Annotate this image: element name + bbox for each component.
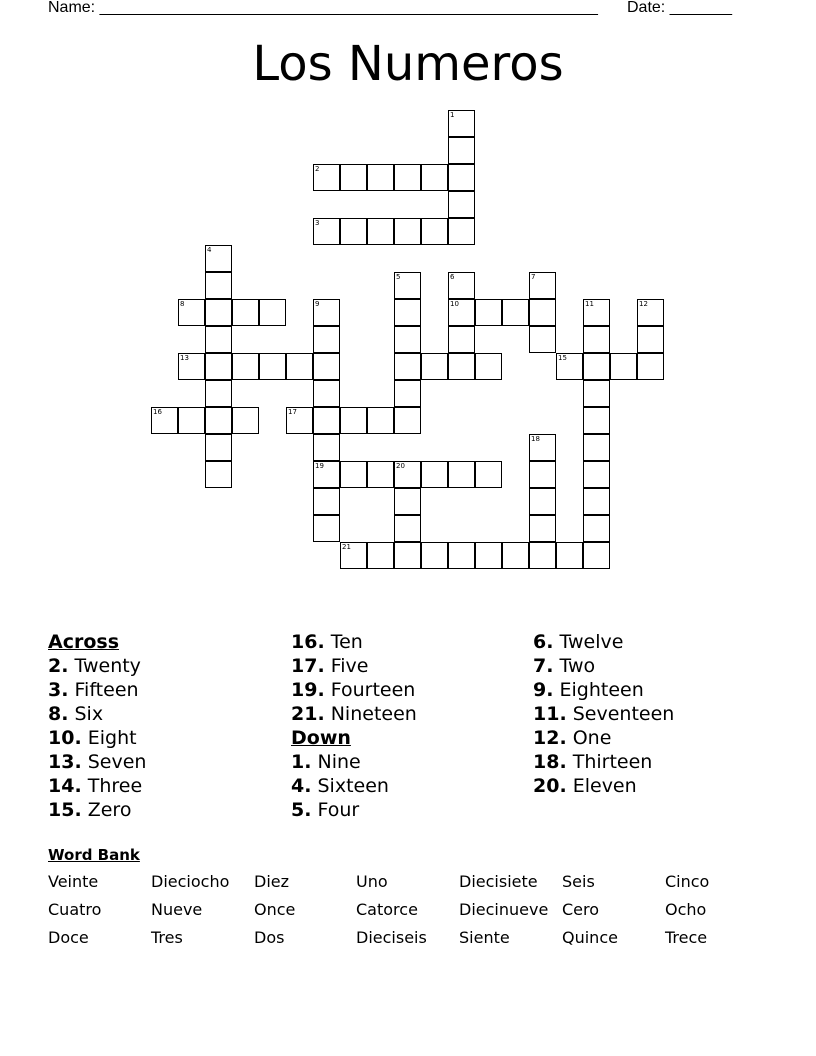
clue-item	[291, 750, 531, 774]
crossword-cell	[394, 272, 421, 299]
name-field: Name: ________________________________________________________	[48, 0, 598, 16]
clue-section-heading: Down	[291, 727, 351, 749]
clue-text: Four	[317, 799, 360, 821]
crossword-cell	[394, 407, 421, 434]
clue-item	[533, 630, 773, 654]
clue-number: 4.	[291, 775, 312, 797]
clue-section-heading: Across	[48, 631, 120, 653]
clue-text: Zero	[87, 799, 132, 821]
clue-number: 12	[639, 300, 648, 308]
clue-number: 13.	[48, 751, 82, 773]
crossword-cell	[232, 407, 259, 434]
crossword-cell	[394, 380, 421, 407]
crossword-cell	[313, 353, 340, 380]
crossword-cell	[394, 326, 421, 353]
crossword-cell	[367, 542, 394, 569]
clue-item	[48, 678, 288, 702]
crossword-cell	[475, 461, 502, 488]
crossword-cell	[448, 353, 475, 380]
crossword-cell	[529, 488, 556, 515]
crossword-cell	[556, 542, 583, 569]
word-bank-item: Seis	[562, 872, 595, 891]
crossword-cell	[502, 542, 529, 569]
date-field: Date: _______	[627, 0, 732, 16]
clue-number: 21	[342, 543, 351, 551]
clue-text: Twelve	[559, 631, 624, 653]
crossword-cell	[313, 326, 340, 353]
clue-item	[291, 702, 531, 726]
crossword-cell	[340, 542, 367, 569]
clue-number: 5.	[291, 799, 312, 821]
crossword-cell	[205, 326, 232, 353]
crossword-cell	[583, 434, 610, 461]
clue-number: 21.	[291, 703, 325, 725]
crossword-cell	[394, 461, 421, 488]
crossword-cell	[367, 164, 394, 191]
clue-text: Eight	[87, 727, 137, 749]
word-bank-item: Dieciocho	[151, 872, 230, 891]
crossword-cell	[313, 515, 340, 542]
crossword-cell	[205, 299, 232, 326]
clue-item	[291, 654, 531, 678]
clue-item	[533, 774, 773, 798]
clue-text: Fourteen	[330, 679, 416, 701]
word-bank-item: Diecisiete	[459, 872, 538, 891]
word-bank-item: Tres	[151, 928, 183, 947]
crossword-cell	[313, 488, 340, 515]
crossword-cell	[583, 461, 610, 488]
clue-number: 4	[207, 246, 212, 254]
crossword-cell	[313, 299, 340, 326]
clue-item	[291, 798, 531, 822]
clue-column-1	[48, 630, 288, 822]
clue-text: Sixteen	[317, 775, 389, 797]
clue-number: 8.	[48, 703, 69, 725]
word-bank-title: Word Bank	[48, 846, 140, 864]
crossword-cell	[583, 353, 610, 380]
crossword-cell	[286, 407, 313, 434]
clue-item	[533, 702, 773, 726]
word-bank-item: Diecinueve	[459, 900, 549, 919]
clue-text: One	[572, 727, 612, 749]
clue-number: 17.	[291, 655, 325, 677]
clue-number: 2.	[48, 655, 69, 677]
crossword-cell	[448, 164, 475, 191]
word-bank-item: Quince	[562, 928, 618, 947]
clue-number: 19	[315, 462, 324, 470]
clue-text: Seven	[87, 751, 147, 773]
clue-number: 2	[315, 165, 320, 173]
crossword-cell	[232, 299, 259, 326]
clue-number: 6	[450, 273, 455, 281]
clue-number: 16	[153, 408, 162, 416]
crossword-cell	[313, 380, 340, 407]
crossword-cell	[448, 218, 475, 245]
crossword-cell	[340, 461, 367, 488]
clue-item	[48, 702, 288, 726]
clue-number: 11	[585, 300, 594, 308]
crossword-cell	[448, 272, 475, 299]
crossword-cell	[583, 542, 610, 569]
word-bank-item: Once	[254, 900, 296, 919]
clue-item	[291, 678, 531, 702]
clue-text: Eighteen	[559, 679, 644, 701]
crossword-cell	[529, 515, 556, 542]
clue-item	[48, 798, 288, 822]
clue-item	[533, 750, 773, 774]
crossword-cell	[205, 245, 232, 272]
word-bank-item: Catorce	[356, 900, 418, 919]
word-bank-item: Siente	[459, 928, 510, 947]
clue-number: 17	[288, 408, 297, 416]
crossword-cell	[583, 488, 610, 515]
clue-number: 15	[558, 354, 567, 362]
crossword-cell	[529, 272, 556, 299]
crossword-cell	[178, 353, 205, 380]
clue-item	[48, 750, 288, 774]
crossword-cell	[394, 542, 421, 569]
crossword-cell	[205, 272, 232, 299]
crossword-cell	[448, 326, 475, 353]
crossword-cell	[178, 407, 205, 434]
clue-number: 11.	[533, 703, 567, 725]
crossword-cell	[421, 218, 448, 245]
clue-text: Eleven	[572, 775, 637, 797]
crossword-cell	[205, 461, 232, 488]
page-title: Los Numeros	[252, 36, 564, 92]
crossword-cell	[394, 218, 421, 245]
word-bank-item: Cinco	[665, 872, 710, 891]
crossword-cell	[367, 407, 394, 434]
crossword-cell	[421, 461, 448, 488]
clue-text: Nineteen	[330, 703, 417, 725]
clue-text: Five	[330, 655, 369, 677]
clue-number: 1	[450, 111, 455, 119]
crossword-cell	[529, 461, 556, 488]
clue-text: Seventeen	[572, 703, 675, 725]
clue-item	[291, 630, 531, 654]
crossword-cell	[313, 164, 340, 191]
word-bank-item: Veinte	[48, 872, 99, 891]
crossword-cell	[448, 299, 475, 326]
clue-number: 9.	[533, 679, 554, 701]
crossword-cell	[637, 353, 664, 380]
clue-text: Ten	[330, 631, 363, 653]
crossword-cell	[475, 353, 502, 380]
clue-number: 18.	[533, 751, 567, 773]
clue-column-2	[291, 630, 531, 822]
crossword-cell	[448, 137, 475, 164]
crossword-cell	[448, 191, 475, 218]
clue-item	[48, 774, 288, 798]
crossword-cell	[394, 299, 421, 326]
clue-number: 8	[180, 300, 185, 308]
word-bank-item: Ocho	[665, 900, 707, 919]
clue-number: 9	[315, 300, 320, 308]
word-bank-item: Nueve	[151, 900, 203, 919]
crossword-cell	[340, 407, 367, 434]
clue-number: 1.	[291, 751, 312, 773]
crossword-cell	[259, 299, 286, 326]
crossword-cell	[205, 380, 232, 407]
crossword-cell	[610, 353, 637, 380]
crossword-cell	[313, 218, 340, 245]
crossword-cell	[583, 380, 610, 407]
crossword-cell	[394, 353, 421, 380]
crossword-cell	[529, 542, 556, 569]
clue-number: 5	[396, 273, 401, 281]
crossword-cell	[637, 299, 664, 326]
clue-item	[48, 654, 288, 678]
clue-number: 10	[450, 300, 459, 308]
crossword-cell	[583, 326, 610, 353]
clue-item	[533, 678, 773, 702]
crossword-cell	[583, 515, 610, 542]
clue-item	[533, 654, 773, 678]
crossword-cell	[502, 299, 529, 326]
clue-number: 14.	[48, 775, 82, 797]
clue-number: 15.	[48, 799, 82, 821]
clue-number: 7	[531, 273, 536, 281]
crossword-cell	[367, 461, 394, 488]
crossword-cell	[394, 164, 421, 191]
clue-text: Twenty	[74, 655, 141, 677]
clue-number: 12.	[533, 727, 567, 749]
clue-number: 20	[396, 462, 405, 470]
clue-column-3	[533, 630, 773, 798]
word-bank-item: Cuatro	[48, 900, 102, 919]
crossword-cell	[340, 164, 367, 191]
crossword-cell	[313, 461, 340, 488]
crossword-cell	[205, 407, 232, 434]
crossword-cell	[448, 110, 475, 137]
clue-number: 6.	[533, 631, 554, 653]
clue-text: Nine	[317, 751, 361, 773]
crossword-cell	[421, 353, 448, 380]
clue-number: 7.	[533, 655, 554, 677]
crossword-cell	[529, 326, 556, 353]
crossword-cell	[475, 299, 502, 326]
clue-number: 13	[180, 354, 189, 362]
crossword-cell	[475, 542, 502, 569]
crossword-cell	[421, 164, 448, 191]
clue-text: Two	[559, 655, 596, 677]
crossword-cell	[448, 461, 475, 488]
clue-number: 3.	[48, 679, 69, 701]
crossword-cell	[367, 218, 394, 245]
crossword-cell	[421, 542, 448, 569]
clue-item	[533, 726, 773, 750]
crossword-cell	[151, 407, 178, 434]
crossword-cell	[448, 542, 475, 569]
crossword-cell	[529, 434, 556, 461]
crossword-cell	[205, 353, 232, 380]
word-bank-item: Dos	[254, 928, 285, 947]
clue-number: 3	[315, 219, 320, 227]
clue-number: 10.	[48, 727, 82, 749]
clue-item	[291, 774, 531, 798]
word-bank-item: Diez	[254, 872, 290, 891]
crossword-cell	[286, 353, 313, 380]
crossword-cell	[583, 299, 610, 326]
clue-item	[48, 726, 288, 750]
clue-text: Fifteen	[74, 679, 139, 701]
crossword-cell	[313, 434, 340, 461]
word-bank-item: Uno	[356, 872, 388, 891]
clue-number: 16.	[291, 631, 325, 653]
crossword-cell	[529, 299, 556, 326]
word-bank-item: Trece	[665, 928, 708, 947]
clue-text: Three	[87, 775, 143, 797]
clue-number: 20.	[533, 775, 567, 797]
word-bank-item: Cero	[562, 900, 600, 919]
word-bank-item: Doce	[48, 928, 89, 947]
crossword-cell	[637, 326, 664, 353]
crossword-cell	[178, 299, 205, 326]
crossword-cell	[394, 515, 421, 542]
word-bank-item: Dieciseis	[356, 928, 427, 947]
crossword-cell	[583, 407, 610, 434]
clue-number: 18	[531, 435, 540, 443]
crossword-cell	[313, 407, 340, 434]
crossword-cell	[340, 218, 367, 245]
crossword-cell	[394, 488, 421, 515]
crossword-cell	[259, 353, 286, 380]
clue-text: Thirteen	[572, 751, 653, 773]
clue-number: 19.	[291, 679, 325, 701]
crossword-cell	[205, 434, 232, 461]
crossword-cell	[232, 353, 259, 380]
crossword-cell	[556, 353, 583, 380]
clue-text: Six	[74, 703, 104, 725]
